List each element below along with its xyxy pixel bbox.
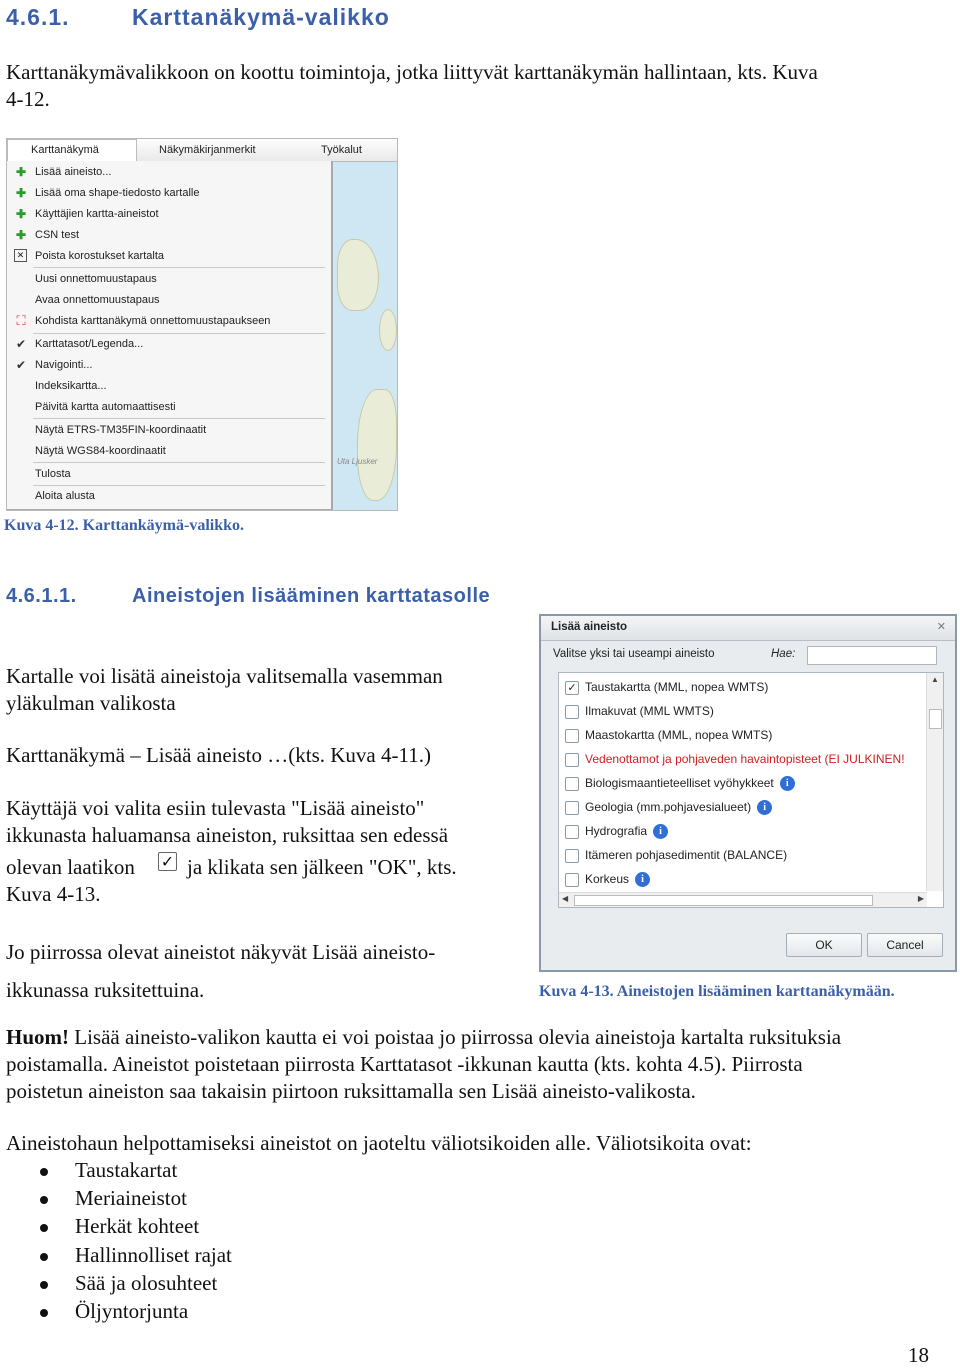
figure-caption: Kuva 4-12. Karttankäymä-valikko.: [4, 517, 245, 534]
dialog-titlebar: [541, 616, 955, 641]
subsection-number: 4.6.1.1.: [6, 585, 77, 607]
target-icon: ⛶: [16, 313, 26, 328]
tab-karttanakyma-label[interactable]: Karttanäkymä: [31, 144, 99, 156]
menu-item[interactable]: Karttatasot/Legenda...: [35, 338, 144, 350]
menu-item[interactable]: Indeksikartta...: [35, 380, 107, 392]
paragraph-line: Jo piirrossa olevat aineistot näkyvät Lisää aineisto-: [6, 940, 436, 964]
subsection-heading: [6, 585, 491, 608]
ok-button[interactable]: OK: [786, 933, 862, 957]
paragraph-line: yläkulman valikosta: [6, 691, 176, 715]
subsection-title: Aineistojen lisääminen karttatasolle: [132, 585, 491, 607]
list-item-text: Korkeus: [585, 872, 630, 886]
plus-icon: ✚: [15, 207, 27, 221]
bullet-icon: [40, 1281, 48, 1289]
section-title: Karttanäkymä-valikko: [132, 4, 390, 30]
list-item-label: [585, 800, 772, 815]
note-line: poistamalla. Aineistot poistetaan piirrosta Karttatasot -ikkunan kautta (kts. kohta 4.5). Piirrosta: [6, 1052, 803, 1076]
list-item-label: Ilmakuvat (MML WMTS): [585, 704, 714, 718]
menu-separator: [33, 267, 325, 268]
bullet-icon: [40, 1196, 48, 1204]
paragraph: [6, 663, 516, 717]
bullet-icon: [40, 1168, 48, 1176]
figure-caption: Kuva 4-13. Aineistojen lisääminen karttanäkymään.: [539, 983, 895, 1000]
paragraph-line-part: olevan laatikon: [6, 855, 135, 879]
checkbox[interactable]: [565, 801, 579, 815]
check-icon: ✔: [15, 337, 27, 351]
map-place-label: Uta Ljusker: [337, 457, 378, 466]
menu-separator: [33, 485, 325, 486]
bullet-icon: [40, 1309, 48, 1317]
menu-bar: [7, 139, 397, 162]
plus-icon: ✚: [15, 228, 27, 242]
scroll-right-icon[interactable]: ▶: [917, 894, 924, 903]
scrollbar-thumb[interactable]: [574, 895, 873, 906]
checkbox-icon: ✓: [158, 852, 177, 871]
checkbox[interactable]: [565, 729, 579, 743]
checkbox[interactable]: ✓: [565, 681, 579, 695]
note-line: [6, 1024, 946, 1051]
section-heading: [6, 4, 390, 31]
paragraph: [6, 933, 526, 1009]
bullet-text: Hallinnolliset rajat: [75, 1243, 232, 1267]
checkbox[interactable]: [565, 753, 579, 767]
bullet-list: [0, 1158, 400, 1328]
menu-item[interactable]: Päivitä kartta automaattisesti: [35, 401, 176, 413]
paragraph-line: [6, 849, 526, 881]
plus-icon: ✚: [15, 165, 27, 179]
note-line: poistetun aineiston saa takaisin piirtoon ruksittamalla sen Lisää aineisto-valikosta.: [6, 1079, 696, 1103]
checkbox[interactable]: [565, 825, 579, 839]
note-text: Lisää aineisto-valikon kautta ei voi poistaa jo piirrossa olevia aineistoja kartalta ruksituksia: [69, 1025, 842, 1049]
menu-separator: [33, 418, 325, 419]
list-item-label-warning: Vedenottamot ja pohjaveden havaintopisteet (EI JULKINEN!: [585, 752, 905, 766]
info-icon[interactable]: i: [757, 800, 772, 815]
checkbox[interactable]: [565, 873, 579, 887]
vertical-scrollbar[interactable]: [926, 673, 943, 891]
list-item-label: Itämeren pohjasedimentit (BALANCE): [585, 848, 788, 862]
checkbox[interactable]: [565, 777, 579, 791]
bullet-text: Sää ja olosuhteet: [75, 1271, 218, 1295]
paragraph: [6, 795, 526, 908]
info-icon[interactable]: i: [635, 872, 650, 887]
menu-item[interactable]: Avaa onnettomuustapaus: [35, 294, 160, 306]
menu-item[interactable]: Näytä ETRS-TM35FIN-koordinaatit: [35, 424, 207, 436]
note-paragraph: [6, 1024, 946, 1105]
scrollbar-thumb[interactable]: [929, 709, 942, 729]
check-icon: ✔: [15, 358, 27, 372]
paragraph-line: Käyttäjä voi valita esiin tulevasta "Lisää aineisto": [6, 796, 425, 820]
bullet-icon: [40, 1224, 48, 1232]
menu-separator: [33, 333, 325, 334]
page-number: 18: [908, 1343, 929, 1367]
menu-item[interactable]: Aloita alusta: [35, 490, 95, 502]
paragraph-line: Kuva 4-13.: [6, 882, 101, 906]
dropdown-menu: [7, 161, 333, 511]
bullet-text: Öljyntorjunta: [75, 1299, 189, 1323]
list-item-text: Hydrografia: [585, 824, 648, 838]
paragraph-line: ikkunassa ruksitettuina.: [6, 978, 205, 1002]
list-item-text: Geologia (mm.pohjavesialueet): [585, 800, 752, 814]
bullet-icon: [40, 1253, 48, 1261]
info-icon[interactable]: i: [780, 776, 795, 791]
menu-separator: [33, 462, 325, 463]
add-dataset-dialog: [539, 614, 957, 972]
intro-line-1: Karttanäkymävalikkoon on koottu toimintoja, jotka liittyvät karttanäkymän hallintaan, kts. Kuva: [6, 60, 818, 84]
menu-item[interactable]: Kohdista karttanäkymä onnettomuustapaukseen: [35, 315, 271, 327]
highlight-remove-icon: ✕: [14, 249, 27, 262]
paragraph-line: Kartalle voi lisätä aineistoja valitsemalla vasemman: [6, 664, 443, 688]
scroll-left-icon[interactable]: ◀: [562, 894, 569, 903]
dialog-title: Lisää aineisto: [551, 621, 628, 633]
menu-item[interactable]: Näytä WGS84-koordinaatit: [35, 445, 166, 457]
plus-icon: ✚: [15, 186, 27, 200]
search-input[interactable]: [807, 646, 937, 665]
tab-nakymakirjanmerkit[interactable]: Näkymäkirjanmerkit: [159, 144, 256, 156]
bullet-text: Herkät kohteet: [75, 1214, 200, 1238]
scroll-up-icon[interactable]: ▲: [931, 675, 939, 684]
paragraph: Karttanäkymä – Lisää aineisto …(kts. Kuva 4-11.): [6, 743, 431, 767]
bullet-text: Meriaineistot: [75, 1186, 187, 1210]
menu-screenshot: [6, 138, 398, 511]
list-item-label: Taustakartta (MML, nopea WMTS): [585, 680, 769, 694]
list-item-text: Biologismaantieteelliset vyöhykkeet: [585, 776, 774, 790]
bullet-text: Taustakartat: [75, 1158, 178, 1182]
paragraph-line-part: ja klikata sen jälkeen "OK", kts.: [187, 855, 457, 879]
paragraph: Aineistohaun helpottamiseksi aineistot on jaoteltu väliotsikoiden alle. Väliotsikoita ovat:: [6, 1131, 752, 1155]
intro-line-2: 4-12.: [6, 87, 50, 111]
note-label: Huom!: [6, 1025, 69, 1049]
section-number: 4.6.1.: [6, 4, 70, 30]
horizontal-scrollbar[interactable]: [559, 892, 927, 907]
menu-item[interactable]: CSN test: [35, 229, 80, 241]
menu-item[interactable]: Lisää oma shape-tiedosto kartalle: [35, 187, 200, 199]
menu-item[interactable]: Lisää aineisto...: [35, 166, 112, 178]
paragraph-line: ikkunasta haluamansa aineiston, ruksittaa sen edessä: [6, 823, 449, 847]
checkbox[interactable]: [565, 849, 579, 863]
menu-item[interactable]: Navigointi...: [35, 359, 93, 371]
menu-item[interactable]: Käyttäjien kartta-aineistot: [35, 208, 159, 220]
menu-item[interactable]: Uusi onnettomuustapaus: [35, 273, 157, 285]
cancel-button[interactable]: Cancel: [867, 933, 943, 957]
close-icon[interactable]: ✕: [936, 621, 946, 633]
dialog-instruction: Valitse yksi tai useampi aineisto: [553, 648, 715, 660]
intro-paragraph: [6, 59, 946, 113]
list-item-label: [585, 872, 650, 887]
menu-item[interactable]: Tulosta: [35, 468, 71, 480]
menu-item[interactable]: Poista korostukset kartalta: [35, 250, 165, 262]
search-label: Hae:: [771, 648, 796, 660]
list-item-label: [585, 776, 795, 791]
checkbox[interactable]: [565, 705, 579, 719]
list-item-label: Maastokartta (MML, nopea WMTS): [585, 728, 773, 742]
list-item-label: [585, 824, 668, 839]
info-icon[interactable]: i: [653, 824, 668, 839]
dataset-list: [558, 672, 944, 908]
tab-tyokalut[interactable]: Työkalut: [321, 144, 362, 156]
